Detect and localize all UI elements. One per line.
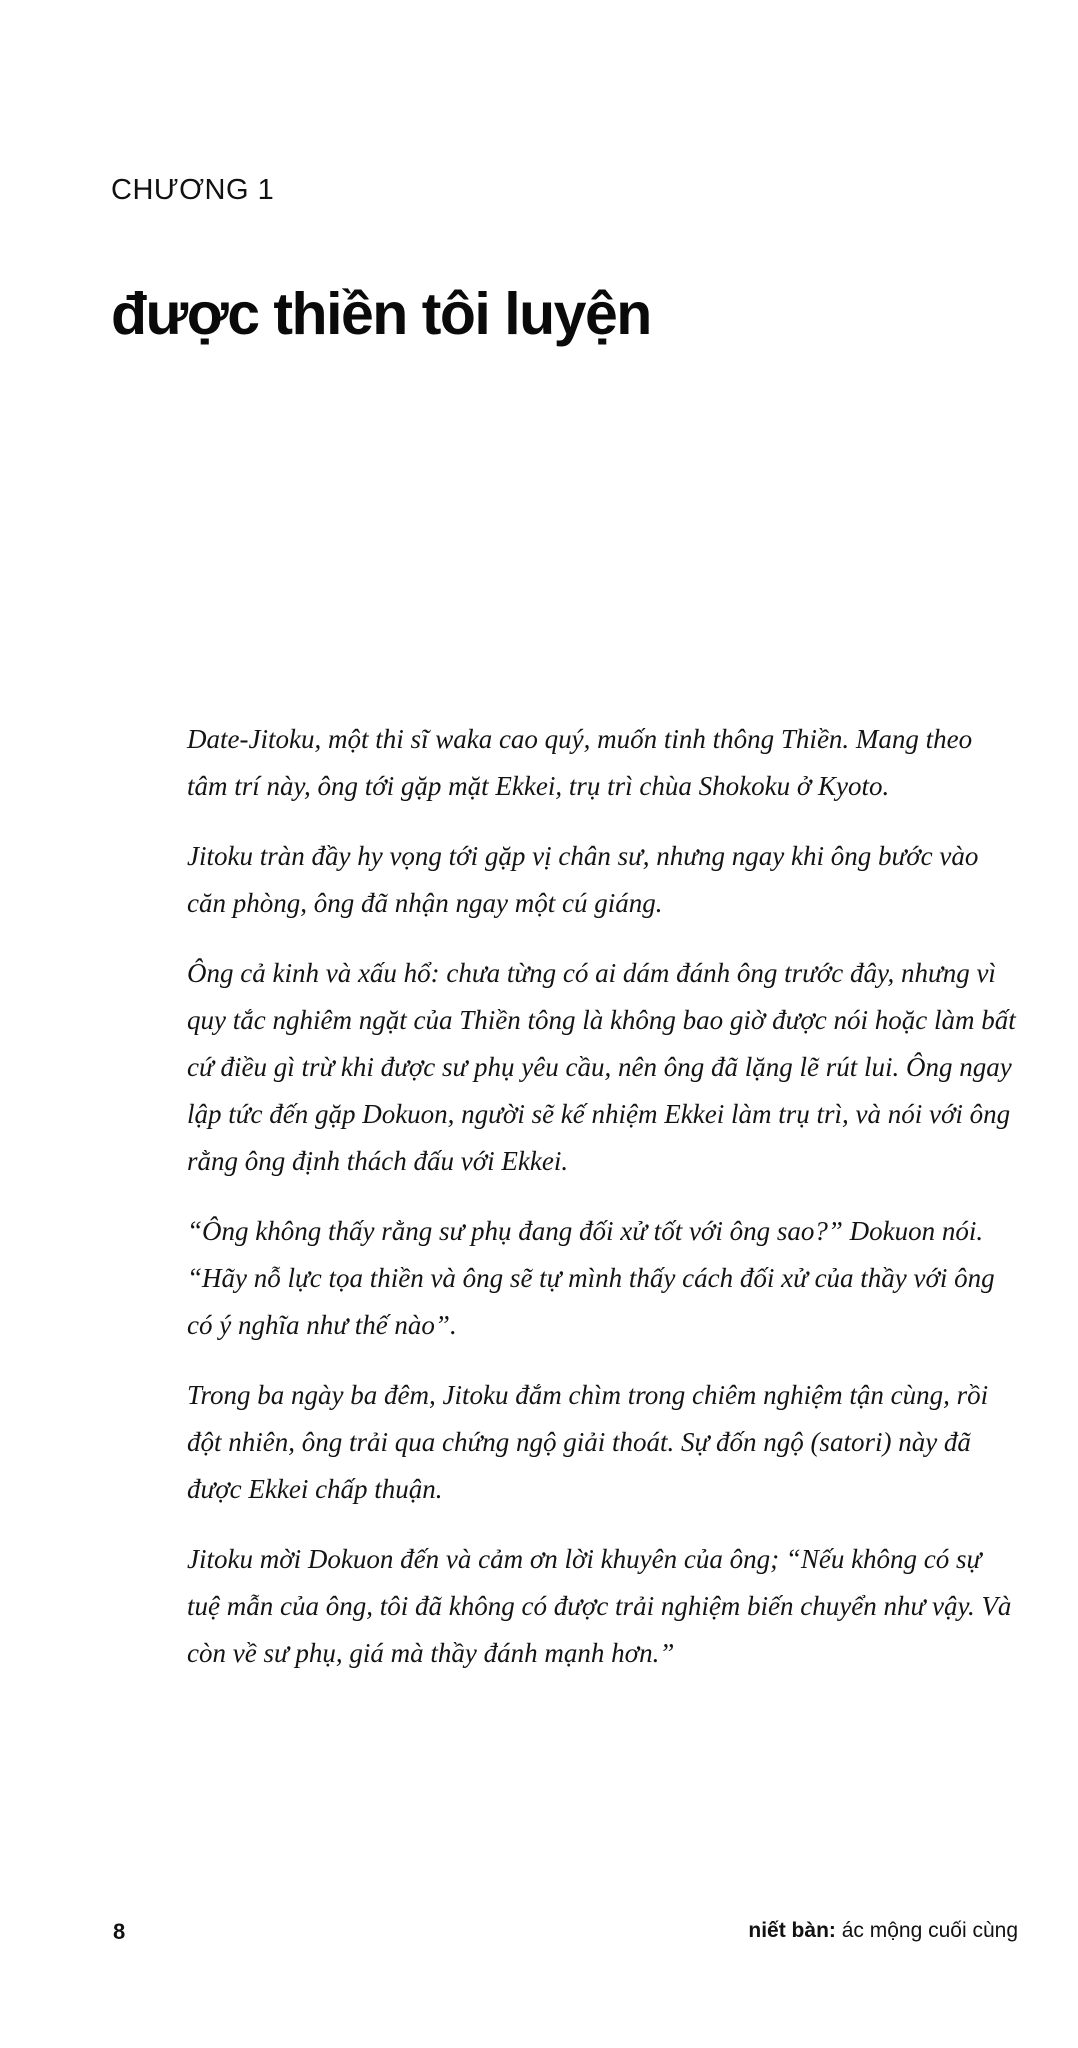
chapter-label: CHƯƠNG 1 xyxy=(111,174,275,206)
paragraph: Trong ba ngày ba đêm, Jitoku đắm chìm trong chiêm nghiệm tận cùng, rồi đột nhiên, ông trải qua chứng ngộ giải thoát. Sự đốn ngộ (satori) này đã được Ekkei chấp thuận. xyxy=(187,1380,989,1504)
running-footer-book-title xyxy=(748,1919,1018,1943)
paragraph: Ông cả kinh và xấu hổ: chưa từng có ai dám đánh ông trước đây, nhưng vì quy tắc nghiêm ngặt của Thiền tông là không bao giờ được nói hoặc làm bất cứ điều gì trừ khi được sư phụ yêu cầu, nên ông đã lặng lẽ rút lui. Ông ngay lập tức đến gặp Dokuon, người sẽ kế nhiệm Ekkei làm trụ trì, và nói với ông rằng ông định thách đấu với Ekkei. xyxy=(187,958,1016,1176)
paragraph: Jitoku tràn đầy hy vọng tới gặp vị chân sư, nhưng ngay khi ông bước vào căn phòng, ông đã nhận ngay một cú giáng. xyxy=(187,841,979,918)
chapter-title: được thiền tôi luyện xyxy=(111,281,651,347)
book-title-rest: ác mộng cuối cùng xyxy=(835,1919,1018,1942)
paragraph: Jitoku mời Dokuon đến và cảm ơn lời khuyên của ông; “Nếu không có sự tuệ mẫn của ông, tôi đã không có được trải nghiệm biến chuyển như vậy. Và còn về sư phụ, giá mà thầy đánh mạnh hơn.” xyxy=(187,1544,1012,1668)
paragraph: “Ông không thấy rằng sư phụ đang đối xử tốt với ông sao?” Dokuon nói. “Hãy nỗ lực tọa thiền và ông sẽ tự mình thấy cách đối xử của thầy với ông có ý nghĩa như thế nào”. xyxy=(187,1216,995,1340)
chapter-body xyxy=(187,716,1017,1700)
paragraph: Date-Jitoku, một thi sĩ waka cao quý, muốn tinh thông Thiền. Mang theo tâm trí này, ông tới gặp mặt Ekkei, trụ trì chùa Shokoku ở Kyoto. xyxy=(187,724,973,801)
page-number: 8 xyxy=(113,1919,126,1944)
book-title-bold: niết bàn: xyxy=(748,1919,836,1942)
